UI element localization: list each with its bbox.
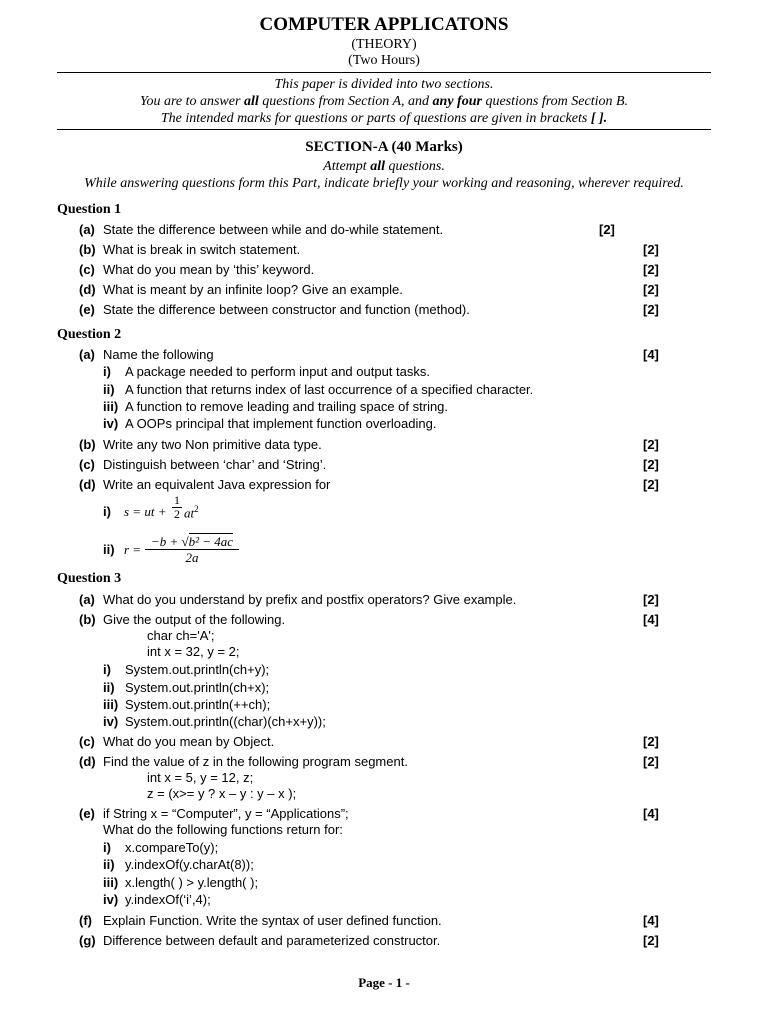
q3-c: (c) What do you mean by Object. — [79, 734, 275, 749]
page-number: Page - 1 - — [358, 975, 410, 990]
formula-r-numerator: −b + √b² − 4ac — [150, 534, 234, 549]
formula-s-fraction: 1 2 — [174, 493, 180, 521]
section-attempt: Attempt all questions. — [323, 159, 445, 174]
q3-e-ii: ii) y.indexOf(y.charAt(8)); — [103, 857, 254, 872]
q3-c-marks: [2] — [643, 734, 659, 749]
instruction-line-3: The intended marks for questions or parts of questions are given in brackets [ ]. — [160, 111, 608, 126]
q2-a: (a) Name the following — [79, 347, 214, 362]
q3-b-marks: [4] — [643, 612, 659, 627]
q3-d-code-1: int x = 5, y = 12, z; — [147, 770, 254, 785]
q2-a-i: i) A package needed to perform input and output tasks. — [103, 364, 430, 379]
paper-duration: (Two Hours) — [348, 53, 420, 68]
instruction-line-1: This paper is divided into two sections. — [274, 77, 494, 92]
question-1-heading: Question 1 — [57, 202, 122, 217]
q2-d-i-label: i) — [103, 504, 111, 519]
paper-title: COMPUTER APPLICATONS — [259, 14, 509, 35]
q2-a-iii: iii) A function to remove leading and trailing space of string. — [103, 399, 449, 414]
q1-d-marks: [2] — [643, 282, 659, 297]
section-title: SECTION-A (40 Marks) — [305, 139, 463, 155]
q3-b-iv: iv) System.out.println((char)(ch+x+y)); — [103, 714, 326, 729]
q3-g-marks: [2] — [643, 933, 659, 948]
q1-d: (d) What is meant by an infinite loop? Give an example. — [79, 282, 403, 297]
q3-d-code-2: z = (x>= y ? x – y : y – x ); — [147, 786, 297, 801]
q1-b: (b) What is break in switch statement. — [79, 242, 301, 257]
q1-e-marks: [2] — [643, 302, 659, 317]
q3-e-iii: iii) x.length( ) > y.length( ); — [103, 875, 259, 890]
question-3-heading: Question 3 — [57, 571, 122, 586]
q3-b: (b) Give the output of the following. — [79, 612, 286, 627]
formula-r-fraction — [145, 534, 239, 566]
q3-e: (e) if String x = “Computer”, y = “Applications”; — [79, 806, 349, 821]
q3-a: (a) What do you understand by prefix and postfix operators? Give example. — [79, 592, 517, 607]
q2-b: (b) Write any two Non primitive data type. — [79, 437, 322, 452]
q1-a: (a) State the difference between while and do-while statement. — [79, 222, 444, 237]
q1-b-marks: [2] — [643, 242, 659, 257]
q3-b-code-1: char ch='A'; — [147, 628, 215, 643]
q2-d: (d) Write an equivalent Java expression for — [79, 477, 331, 492]
q1-a-marks: [2] — [599, 222, 615, 237]
formula-r-denominator: 2a — [185, 550, 199, 565]
q2-a-marks: [4] — [643, 347, 659, 362]
question-2-heading: Question 2 — [57, 327, 122, 342]
top-rule — [57, 72, 711, 73]
q3-b-i: i) System.out.println(ch+y); — [103, 662, 270, 677]
q3-e-iv: iv) y.indexOf(‘i’,4); — [103, 892, 211, 907]
q1-c: (c) What do you mean by ‘this’ keyword. — [79, 262, 315, 277]
q2-a-ii: ii) A function that returns index of last occurrence of a specified character. — [103, 382, 534, 397]
q1-e: (e) State the difference between constructor and function (method). — [79, 302, 470, 317]
paper-type: (THEORY) — [351, 37, 417, 52]
q3-a-marks: [2] — [643, 592, 659, 607]
q2-d-ii-label: ii) — [103, 542, 115, 557]
q3-e-marks: [4] — [643, 806, 659, 821]
q3-g: (g) Difference between default and parameterized constructor. — [79, 933, 441, 948]
section-note: While answering questions form this Part, indicate briefly your working and reasoning, wherever required. — [84, 176, 684, 191]
instruction-line-2: You are to answer all questions from Section A, and any four questions from Section B. — [139, 94, 629, 109]
q3-d-marks: [2] — [643, 754, 659, 769]
bottom-rule — [57, 129, 711, 130]
q3-b-code-2: int x = 32, y = 2; — [147, 644, 240, 659]
q3-f: (f) Explain Function. Write the syntax of user defined function. — [79, 913, 442, 928]
q2-b-marks: [2] — [643, 437, 659, 452]
formula-s-rhs: $at^2$ — [184, 504, 199, 521]
formula-r-lhs: r = — [124, 542, 142, 557]
q2-d-marks: [2] — [643, 477, 659, 492]
q3-e-line-2: What do the following functions return for: — [103, 822, 343, 837]
q3-f-marks: [4] — [643, 913, 659, 928]
formula-s-lhs: s = ut + — [124, 504, 167, 519]
q3-d: (d) Find the value of z in the following program segment. — [79, 754, 408, 769]
q2-c-marks: [2] — [643, 457, 659, 472]
q3-b-iii: iii) System.out.println(++ch); — [103, 697, 271, 712]
q2-a-iv: iv) A OOPs principal that implement function overloading. — [103, 416, 437, 431]
q2-c: (c) Distinguish between ‘char’ and ‘String’. — [79, 457, 327, 472]
q3-b-ii: ii) System.out.println(ch+x); — [103, 680, 270, 695]
q3-e-i: i) x.compareTo(y); — [103, 840, 219, 855]
q1-c-marks: [2] — [643, 262, 659, 277]
